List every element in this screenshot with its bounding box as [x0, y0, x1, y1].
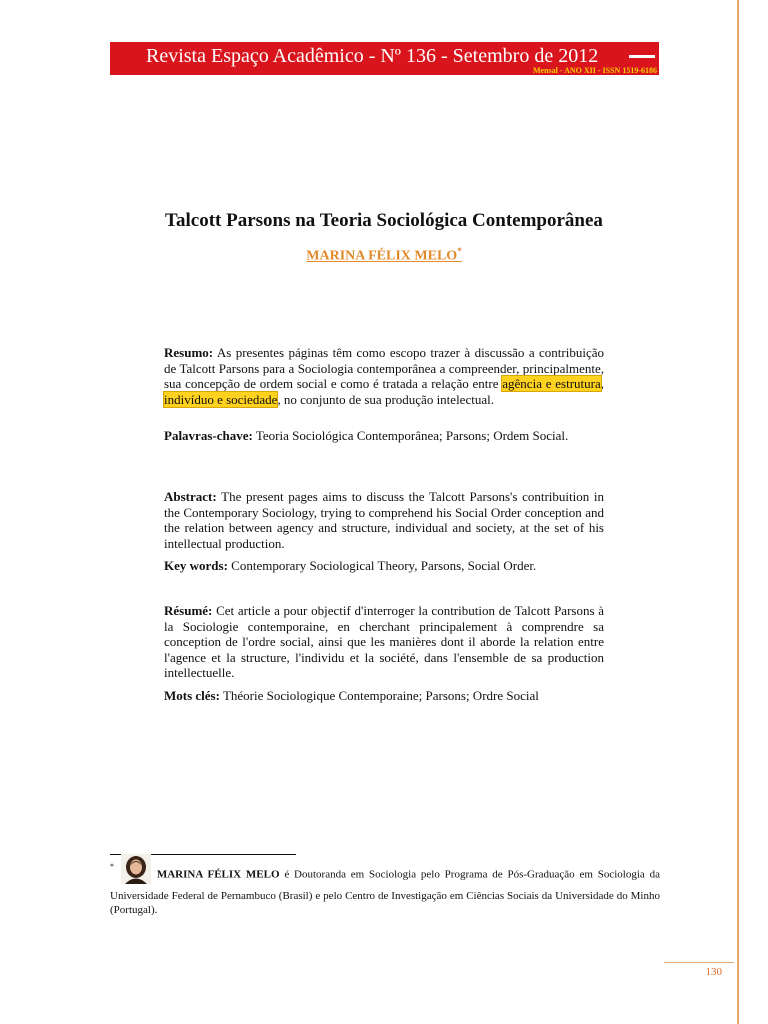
key-words-paragraph [164, 558, 604, 574]
palavras-chave-text: Teoria Sociológica Contemporânea; Parsons; Ordem Social. [252, 428, 569, 443]
author-footnote [110, 860, 660, 917]
journal-title: Revista Espaço Acadêmico - Nº 136 - Setembro de 2012 [146, 45, 599, 67]
journal-header-banner [110, 42, 659, 75]
resumo-text-end: , no conjunto de sua produção intelectual. [277, 391, 494, 407]
mots-cles-paragraph [164, 688, 604, 704]
footnote-text: é Doutoranda em Sociologia pelo Programa de Pós-Graduação em Sociologia da Universidade Federal de Pernambuco (Brasil) e pelo Centro de Investigação em Ciências Sociais da Universidade do Minho (Portugal). [110, 868, 660, 916]
author-photo [121, 854, 151, 884]
resume-text: Cet article a pour objectif d'interroger la contribution de Talcott Parsons à la Sociologie contemporaine, en cherchant principalement à comprendre sa conception de l'ordre social, ainsi que les manières dont il aborde la relation entre l'agence et la structure, l'individu et la société, dans l'ensemble de sa production intellectuelle. [164, 603, 604, 681]
header-dash-decoration [629, 55, 655, 58]
page-number: 130 [705, 966, 722, 978]
mots-cles-text: Théorie Sociologique Contemporaine; Parsons; Ordre Social [219, 688, 539, 703]
resumo-paragraph [164, 345, 604, 407]
author-footnote-mark[interactable]: * [457, 246, 462, 256]
author-name[interactable]: MARINA FÉLIX MELO [306, 248, 458, 264]
abstract-label: Abstract: [164, 489, 217, 504]
palavras-chave-label: Palavras-chave: [164, 428, 253, 443]
mots-cles-label: Mots clés: [164, 688, 220, 703]
resumo-separator: , [600, 376, 604, 392]
footnote-mark: * [110, 862, 114, 871]
article-title: Talcott Parsons na Teoria Sociológica Contemporânea [165, 210, 603, 231]
resume-label: Résumé: [164, 603, 213, 618]
page-frame-line [737, 0, 739, 1024]
highlight-individuo-sociedade: indivíduo e sociedade [164, 391, 278, 407]
journal-issn: Mensal - ANO XII - ISSN 1519-6186 [532, 66, 657, 75]
abstract-text: The present pages aims to discuss the Talcott Parsons's contribuition in the Contemporary Sociology, trying to comprehend his Social Order conception and the relation between agency and structure, individual and society, at the set of his intellectual production. [164, 489, 604, 551]
key-words-text: Contemporary Sociological Theory, Parsons, Social Order. [227, 558, 537, 573]
page-number-rule [664, 962, 734, 963]
palavras-chave-paragraph [164, 428, 604, 444]
article-author[interactable] [0, 246, 768, 265]
highlight-agencia-estrutura: agência e estrutura [502, 376, 601, 392]
resumo-text: As presentes páginas têm como escopo trazer à discussão a contribuição de Talcott Parsons para a Sociologia contemporânea a compreender, principalmente, sua concepção de ordem social e como é tratada a relação entre [164, 345, 604, 392]
key-words-label: Key words: [164, 558, 228, 573]
footnote-author-name: MARINA FÉLIX MELO [156, 868, 280, 881]
resume-paragraph [164, 603, 604, 681]
resumo-label: Resumo: [164, 345, 214, 360]
abstract-paragraph [164, 489, 604, 551]
